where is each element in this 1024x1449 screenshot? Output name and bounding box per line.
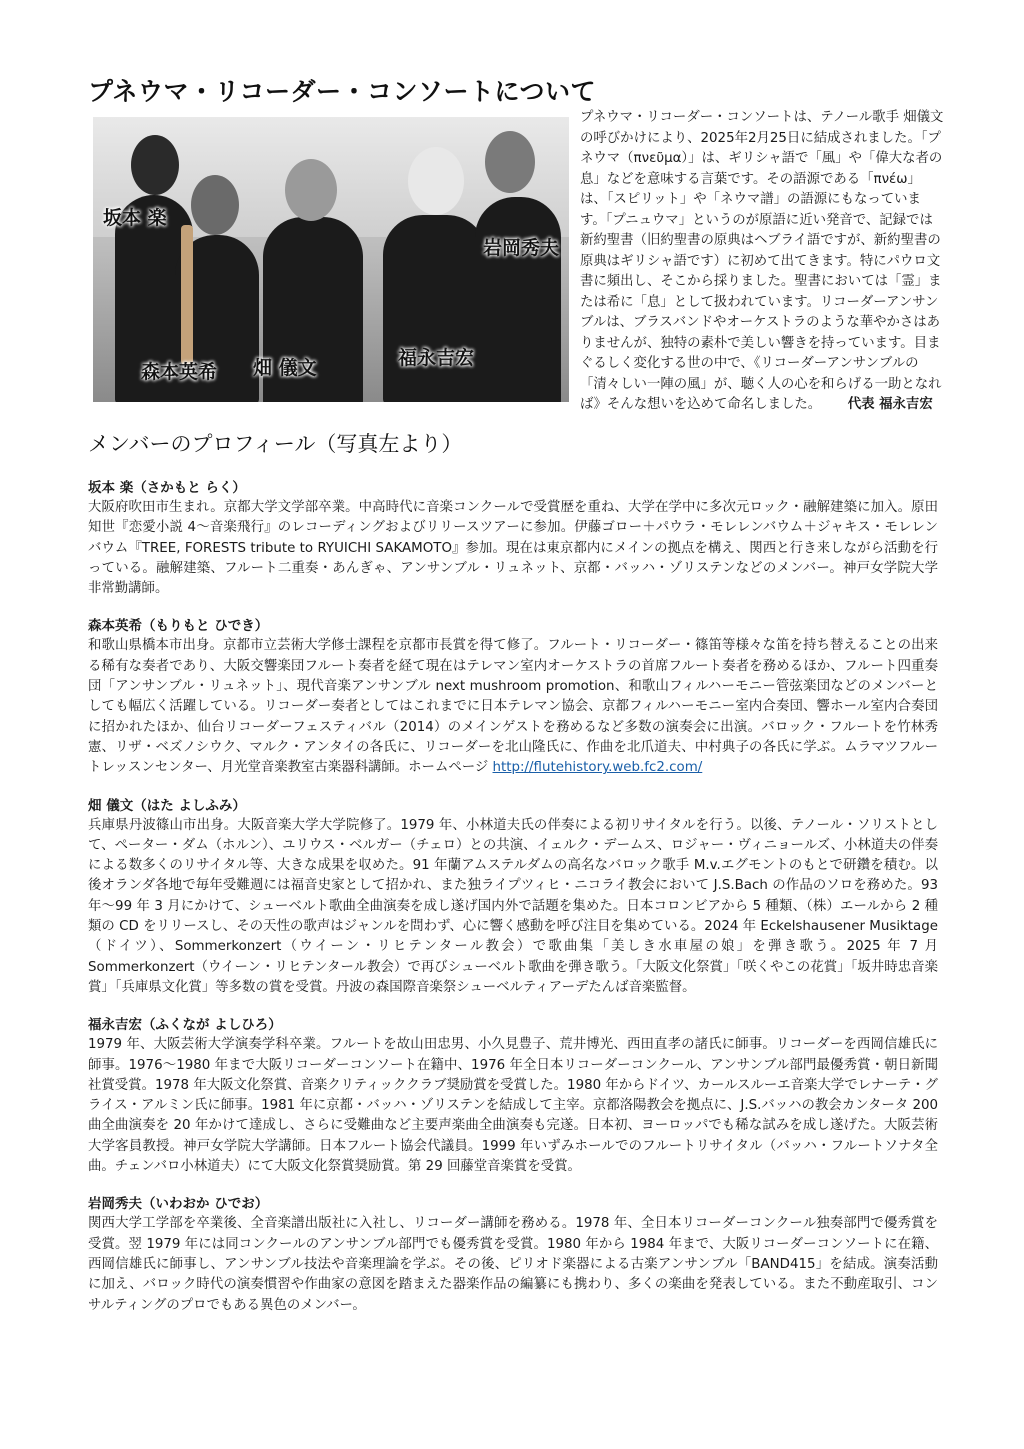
photo-label-sakamoto: 坂本 楽 <box>103 207 167 229</box>
intro-text: プネウマ・リコーダー・コンソートは、テノール歌手 畑儀文の呼びかけにより、2025年2月25日に結成されました。「プネウマ（πνεῦμα）」は、ギリシャ語で「風」や「偉大な者の息」などを意味する言葉です。その語源である「πνέω」は、「スピリット」や「ネウマ譜」の語源にもなっています。「プニュウマ」というのが原語に近い発音で、記録では新約聖書（旧約聖書の原典はヘブライ語ですが、新約聖書の原典はギリシャ語です）に初めて出てきます。特にパウロ文書に頻出し、そこから採りました。聖書においては「霊」または希に「息」として扱われています。リコーダーアンサンブルは、ブラスバンドやオーケストラのような華やかさはありませんが、独特の素朴で美しい響きを持っています。目まぐるしく変化する世の中で、《リコーダーアンサンブルの「清々しい一陣の風」が、聴く人の心を和らげる一助となれば》そんな想いを込めて命名しました。 <box>580 110 944 412</box>
head-morimoto <box>191 175 239 235</box>
profile-fukunaga <box>88 1015 938 1177</box>
members-heading: メンバーのプロフィール（写真左より） <box>88 432 463 456</box>
profile-name: 福永吉宏（ふくなが よしひろ） <box>88 1017 282 1034</box>
profile-bio-container <box>88 636 938 778</box>
profile-sakamoto <box>88 478 938 599</box>
profile-name: 岩岡秀夫（いわおか ひでお） <box>88 1196 269 1213</box>
head-hata <box>285 159 337 221</box>
photo-label-hata: 畑 儀文 <box>253 357 317 379</box>
figure-fukunaga <box>383 215 487 402</box>
figure-iwaoka <box>475 197 561 402</box>
head-iwaoka <box>485 131 535 193</box>
profile-bio: 1979 年、大阪芸術大学演奏学科卒業。フルートを故山田忠男、小久見豊子、荒井博光、西田直孝の諸氏に師事。リコーダーを西岡信雄氏に師事。1976〜1980 年まで大阪リコーダーコンソート在籍中、1976 年全日本リコーダーコンクール、アンサンブル部門最優秀賞・朝日新聞社賞受賞。1978 年大阪文化祭賞、音楽クリティッククラブ奨励賞を受賞した。1980 年からドイツ、カールスルーエ音楽大学でレナーテ・グライス・アルミン氏に師事。1981 年に京都・バッハ・ゾリステンを結成して主宰。京都洛陽教会を拠点に、J.S.バッハの教会カンタータ 200 曲全曲演奏を 20 年かけて達成し、さらに受難曲など主要声楽曲全曲演奏も完遂。日本初、ヨーロッパでも稀な試みを成し遂げた。大阪芸術大学客員教授。神戸女学院大学講師。日本フルート協会代議員。1999 年いずみホールでのフルートリサイタル（バッハ・フルートソナタ全曲。チェンバロ小林道夫）にて大阪文化祭賞奨励賞。第 29 回藤堂音楽賞を受賞。 <box>88 1037 938 1175</box>
photo-label-iwaoka: 岩岡秀夫 <box>483 237 560 259</box>
photo-label-fukunaga: 福永吉宏 <box>398 347 475 369</box>
recorder-instrument <box>181 225 193 365</box>
member-profiles <box>88 478 938 1333</box>
representative: 代表 福永吉宏 <box>847 397 933 412</box>
head-sakamoto <box>131 135 179 195</box>
intro-paragraph <box>580 108 945 416</box>
photo-label-morimoto: 森本英希 <box>141 361 218 383</box>
profile-bio: 和歌山県橋本市出身。京都市立芸術大学修士課程を京都市長賞を得て修了。フルート・リコーダー・篠笛等様々な笛を持ち替えることの出来る稀有な奏者であり、大阪交響楽団フルート奏者を経て現在はテレマン室内オーケストラの首席フルート奏者を務めるほか、フルート四重奏団「アンサンブル・リュネット」、現代音楽アンサンブル next mushroom promotion、和歌山フィルハーモニー管弦楽団などのメンバーとしても幅広く活躍している。リコーダー奏者としてはこれまでに日本テレマン協会、京都フィルハーモニー室内合奏団、響ホール室内合奏団に招かれたほか、仙台リコーダーフェスティバル（2014）のメインゲストを務めるなど多数の演奏会に出演。バロック・フルートを竹林秀憲、リザ・ベズノシウク、マルク・アンタイの各氏に、リコーダーを北山隆氏に、作曲を北爪道夫、中村典子の各氏に学ぶ。ムラマツフルートレッスンセンター、月光堂音楽教室古楽器科講師。ホームページ <box>88 638 938 776</box>
page-title: プネウマ・リコーダー・コンソートについて <box>88 77 597 106</box>
profile-iwaoka <box>88 1194 938 1315</box>
profile-name: 畑 儀文（はた よしふみ） <box>88 797 246 814</box>
head-fukunaga <box>408 147 464 215</box>
group-photo <box>93 117 569 402</box>
profile-hata <box>88 796 938 999</box>
profile-bio: 大阪府吹田市生まれ。京都大学文学部卒業。中高時代に音楽コンクールで受賞歴を重ね、大学在学中に多次元ロック・融解建築に加入。原田知世『恋愛小説 4〜音楽飛行』のレコーディングおよびリリースツアーに参加。伊藤ゴロー＋パウラ・モレレンバウム＋ジャキス・モレレンバウム『TREE, FORESTS tribute to RYUICHI SAKAMOTO』参加。現在は東京都内にメインの拠点を構え、関西と行き来しながら活動を行っている。融解建築、フルート二重奏・あんぎゃ、アンサンブル・リュネット、京都・バッハ・ゾリステンなどのメンバー。神戸女学院大学非常勤講師。 <box>88 500 938 597</box>
profile-bio: 兵庫県丹波篠山市出身。大阪音楽大学大学院修了。1979 年、小林道夫氏の伴奏による初リサイタルを行う。以後、テノール・ソリストとして、ペーター・ダム（ホルン）、ユリウス・ベルガー（チェロ）との共演、イェルク・デームス、ロジャー・ヴィニョールズ、小林道夫の伴奏による数多くのリサイタル等、大きな成果を収めた。91 年蘭アムステルダムの高名なバロック歌手 M.v.エグモントのもとで研鑽を積む。以後オランダ各地で毎年受難週には福音史家として招かれ、また独ライプツィヒ・ニコライ教会において J.S.Bach の作品のソロを務めた。93 年〜99 年 3 月にかけて、シューベルト歌曲全曲演奏を成し遂げ国内外で話題を集めた。日本コロンビアから 5 種類、（株）エールから 2 種類の CD をリリースし、その天性の歌声はジャンルを問わず、心に響く感動を呼び注目を集めている。2024 年 Eckelshausener Musiktage（ドイツ）、Sommerkonzert（ウイーン・リヒテンタール教会）で歌曲集「美しき水車屋の娘」を弾き歌う。2025 年 7 月 Sommerkonzert（ウイーン・リヒテンタール教会）で再びシューベルト歌曲を弾き歌う。「大阪文化祭賞」「咲くやこの花賞」「坂井時忠音楽賞」「兵庫県文化賞」等多数の賞を受賞。丹波の森国際音楽祭シューベルティアーデたんば音楽監督。 <box>88 817 938 995</box>
profile-name: 坂本 楽（さかもと らく） <box>88 480 246 496</box>
profile-morimoto <box>88 616 938 778</box>
profile-bio: 関西大学工学部を卒業後、全音楽譜出版社に入社し、リコーダー講師を務める。1978 年、全日本リコーダーコンクール独奏部門で優秀賞を受賞。翌 1979 年には同コンクールのアンサンブル部門でも優秀賞を受賞。1980 年から 1984 年まで、大阪リコーダーコンソートに在籍、西岡信雄氏に師事し、アンサンブル技法や音楽理論を学ぶ。その後、ピリオド楽器による古楽アンサンブル「BAND415」を結成。演奏活動に加え、バロック時代の演奏慣習や作曲家の意図を踏まえた器楽作品の編纂にも携わり、多くの楽曲を発表している。また不動産取引、コンサルティングのプロでもある異色のメンバー。 <box>88 1216 938 1313</box>
profile-name: 森本英希（もりもと ひでき） <box>88 618 269 635</box>
homepage-link[interactable]: http://flutehistory.web.fc2.com/ <box>492 760 703 776</box>
